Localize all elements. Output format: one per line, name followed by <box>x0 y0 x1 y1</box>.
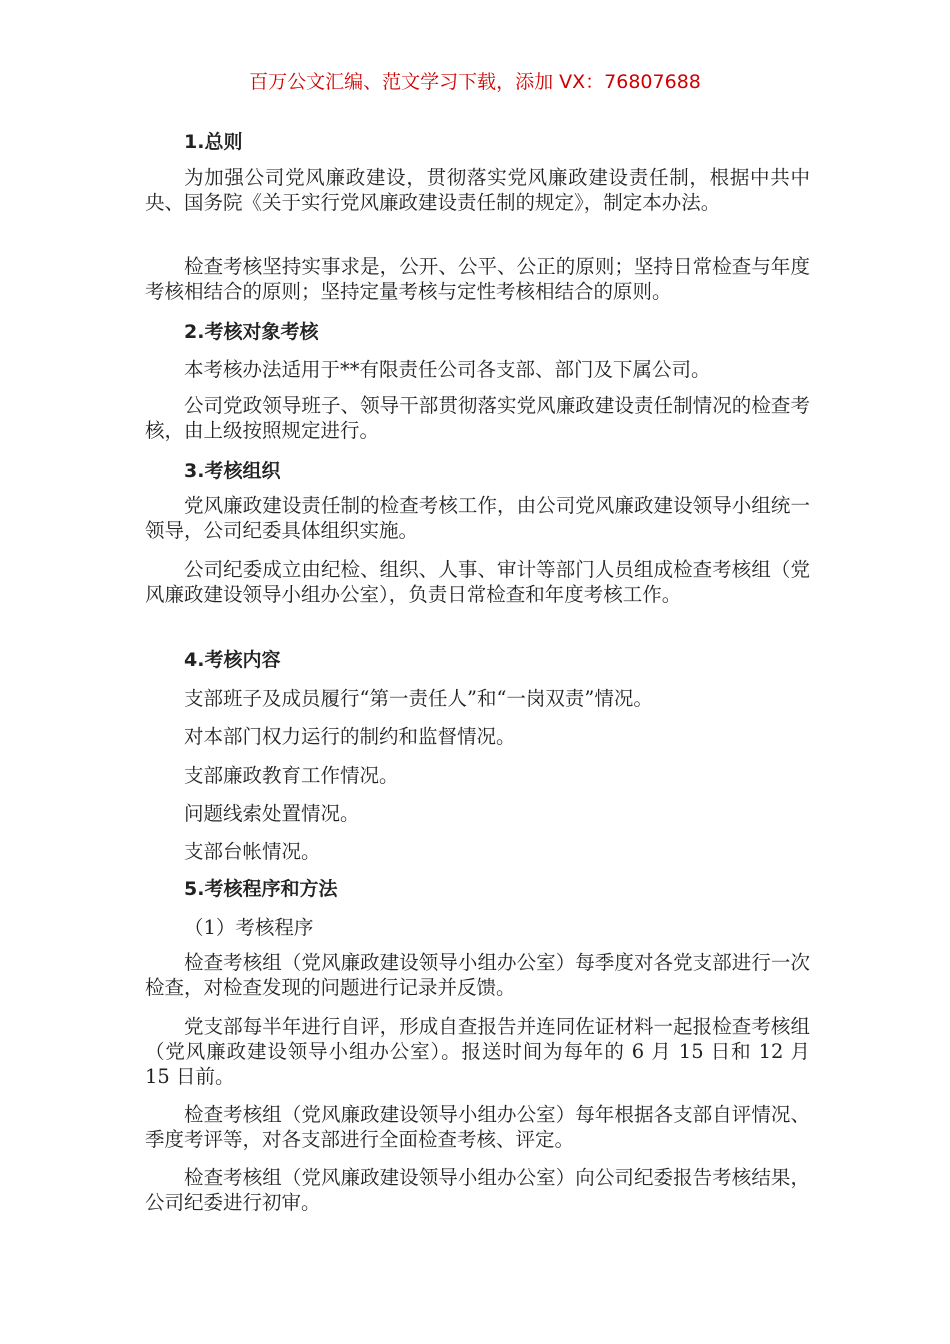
section-4-item-1: 支部班子及成员履行“第一责任人”和“一岗双责”情况。 <box>184 687 653 710</box>
watermark-banner: 百万公文汇编、范文学习下载，添加 VX：76807688 <box>249 71 701 93</box>
section-2-title: 2.考核对象考核 <box>184 321 319 343</box>
section-5-paragraph-1: 检查考核组（党风廉政建设领导小组办公室）每季度对各党支部进行一次检查，对检查发现的问题进行记录并反馈。 <box>145 951 810 999</box>
section-5-paragraph-3: 检查考核组（党风廉政建设领导小组办公室）每年根据各支部自评情况、季度考评等，对各支部进行全面检查考核、评定。 <box>145 1103 810 1151</box>
section-5-paragraph-4: 检查考核组（党风廉政建设领导小组办公室）向公司纪委报告考核结果，公司纪委进行初审。 <box>145 1166 810 1214</box>
section-3-title: 3.考核组织 <box>184 460 281 482</box>
section-3-paragraph-1: 党风廉政建设责任制的检查考核工作，由公司党风廉政建设领导小组统一领导，公司纪委具体组织实施。 <box>145 494 810 542</box>
section-2-paragraph-1: 本考核办法适用于**有限责任公司各支部、部门及下属公司。 <box>184 358 711 381</box>
section-4-item-3: 支部廉政教育工作情况。 <box>184 764 399 787</box>
section-5-subtitle: （1）考核程序 <box>184 916 314 939</box>
section-2-paragraph-2: 公司党政领导班子、领导干部贯彻落实党风廉政建设责任制情况的检查考核，由上级按照规定进行。 <box>145 394 810 442</box>
section-1-title: 1.总则 <box>184 131 243 153</box>
section-1-paragraph-2: 检查考核坚持实事求是，公开、公平、公正的原则；坚持日常检查与年度考核相结合的原则；坚持定量考核与定性考核相结合的原则。 <box>145 255 810 303</box>
section-5-title: 5.考核程序和方法 <box>184 878 338 900</box>
section-3-paragraph-2: 公司纪委成立由纪检、组织、人事、审计等部门人员组成检查考核组（党风廉政建设领导小组办公室），负责日常检查和年度考核工作。 <box>145 558 810 606</box>
section-5-paragraph-2: 党支部每半年进行自评，形成自查报告并连同佐证材料一起报检查考核组（党风廉政建设领导小组办公室）。报送时间为每年的 6 月 15 日和 12 月 15 日前。 <box>145 1015 810 1088</box>
section-4-item-4: 问题线索处置情况。 <box>184 802 360 825</box>
section-1-paragraph-1: 为加强公司党风廉政建设，贯彻落实党风廉政建设责任制，根据中共中央、国务院《关于实行党风廉政建设责任制的规定》，制定本办法。 <box>145 166 810 214</box>
section-4-item-5: 支部台帐情况。 <box>184 840 321 863</box>
section-4-item-2: 对本部门权力运行的制约和监督情况。 <box>184 725 516 748</box>
section-4-title: 4.考核内容 <box>184 649 281 671</box>
